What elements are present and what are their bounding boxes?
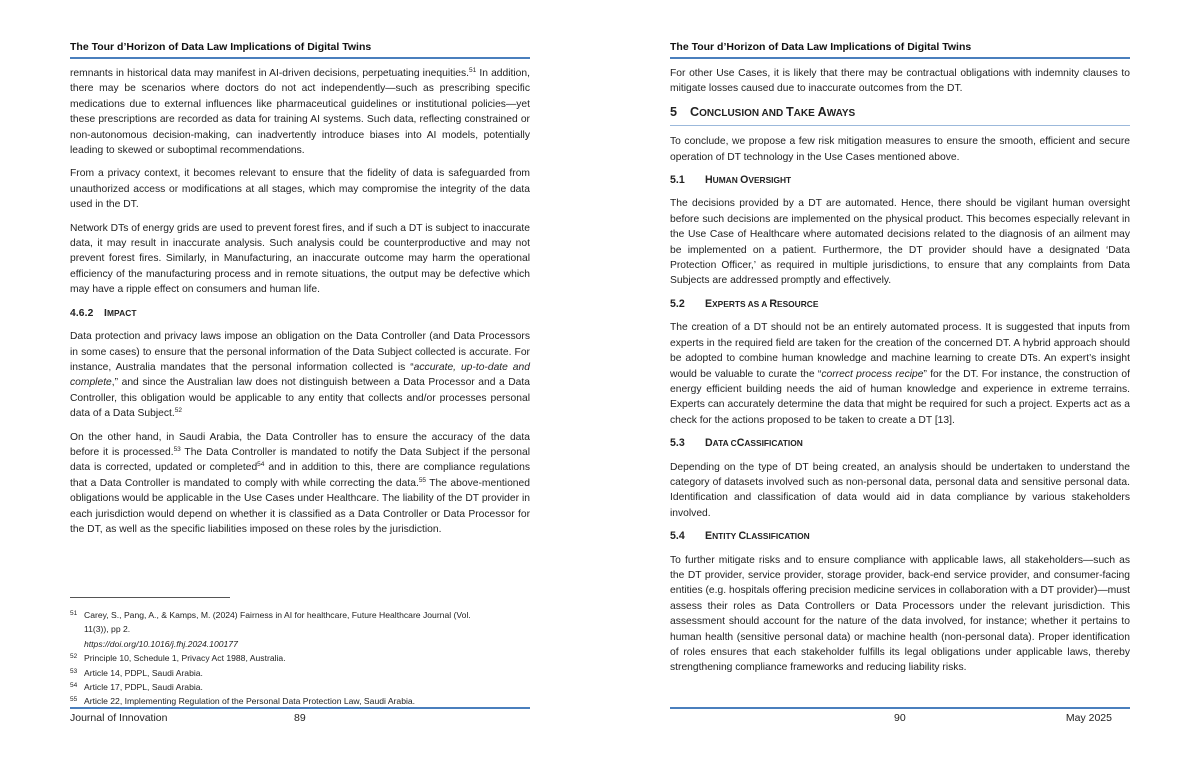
footnote-ref[interactable]: 53 (173, 445, 181, 453)
issue-date: May 2025 (1065, 712, 1112, 724)
paragraph: For other Use Cases, it is likely that there may be contractual obligations with indemnity clauses to mitigate losses caused due to inaccurate outcomes from the DT. (670, 68, 1130, 95)
footnote-ref[interactable]: 52 (174, 407, 182, 415)
paragraph: The decisions provided by a DT are automated. Hence, there should be vigilant human oversight before such decisions are implemented on the physical product. This becomes especially relevant in the Use Case of Healthcare where automated decisions related to the diagnosis of an ailment may be implemented on a patient. Furthermore, the DT provider should have a designated ‘Data Protection Officer,’ as required in multiple jurisdictions, to ensure that any complaints from Data Subjects are addressed promptly and effectively. (670, 198, 1130, 287)
doi-link[interactable]: https://doi.org/10.1016/j.fhj.2024.100177 (84, 638, 238, 649)
subsection-heading: 5.2 EXPERTS AS A RESOURCE (670, 297, 819, 310)
footnote: 55 Article 22, Implementing Regulation of the Personal Data Protection Law, Saudi Arabia. (70, 696, 416, 707)
header-rule (70, 57, 530, 59)
right-page (670, 0, 1130, 776)
paragraph: From a privacy context, it becomes relevant to ensure that the fidelity of data is safeguarded from unauthorized access or modifications at all stages, which may compromise the integrity of the data used in the DT. (70, 168, 530, 211)
footnote: 53 Article 14, PDPL, Saudi Arabia. (70, 667, 203, 678)
subsection-heading: 5.4 ENTITY CLASSIFICATION (670, 530, 810, 543)
paragraph: Data protection and privacy laws impose an obligation on the Data Controller (and Data Processors in some cases) to ensure that the personal information of the Data Subject collected is accurate. For instance, Australia mandates that the personal information collected is “accurate, up-to-date and complete,” and since the Australian law does not distinguish between a Data Processor and a Data Controller, this obligation would be applicable to any entity that collects and/or processes personal data of a Data Subject.$^{52}$ (70, 331, 530, 420)
journal-name: Journal of Innovation (70, 712, 168, 724)
paragraph: To further mitigate risks and to ensure compliance with applicable laws, all stakeholders—such as the DT provider, service provider, storage provider, back-end service provider, and consumer-facing entities (e.g. hospitals offering precision medicine services in collaboration with a DT provider)—must assess their roles as Data Controllers or Data Processors under the relevant jurisdiction. This assessment should account for the nature of the data involved, for instance; whether it pertains to human health (sensitive personal data) or machine health (non-personal data). Proper identification of roles ensures that each stakeholder fulfills its legal obligations under applicable laws, thereby strengthening compliance frameworks and reducing liability risks. (670, 554, 1130, 674)
page-number: 90 (894, 712, 906, 724)
subsection-heading: 5.3 DATA CCASSIFICATION (670, 437, 803, 450)
footnotes (70, 608, 530, 709)
page-number: 89 (294, 712, 306, 724)
footer-rule (670, 707, 1130, 709)
running-head: The Tour d’Horizon of Data Law Implications of Digital Twins (670, 41, 972, 53)
running-head: The Tour d’Horizon of Data Law Implications of Digital Twins (70, 41, 372, 53)
section-rule (670, 125, 1130, 126)
footnote: 54 Article 17, PDPL, Saudi Arabia. (70, 682, 203, 693)
footnote: 52 Principle 10, Schedule 1, Privacy Act 1988, Australia. (70, 653, 286, 664)
paragraph: On the other hand, in Saudi Arabia, the Data Controller has to ensure the accuracy of the data before it is processed.$^{53}$ The Data Controller is mandated to notify the Data Subject if the personal data is corrected, updated or completed$^{54}$ and in addition to this, there are compliance regulations that a Data Controller is mandated to comply with while correcting the data.$^{55}$ The above-mentioned obligations would be applicable in the Use Cases under Healthcare. The liability of the DT provider in each jurisdiction would depend on whether it is classified as a Data Controller or Data Processor for the DT, as well as the specific liabilities imposed on these roles by the jurisdiction. (70, 431, 530, 535)
footnote-rule (70, 597, 230, 598)
footnote: 51 Carey, S., Pang, A., & Kamps, M. (2024) Fairness in AI for healthcare, Future Healthcare Journal (Vol. 11(3)), pp 2. https://doi.org/10.1016/j.fhj.2024.100177 (70, 608, 530, 651)
subsection-heading: 4.6.2 IMPACT (70, 307, 137, 319)
subsection-heading: 5.1 HUMAN OVERSIGHT (670, 174, 792, 187)
section-heading: 5 CONCLUSION AND TAKE AWAYS (670, 104, 856, 119)
paragraph: Depending on the type of DT being created, an analysis should be undertaken to understand the category of datasets involved such as non-personal data, personal data and sensitive personal data. Identification and classification of data would aid in data compliance by various stakeholders involved. (670, 461, 1130, 519)
right-body (670, 66, 1130, 684)
left-page (70, 0, 530, 776)
header-rule (670, 57, 1130, 59)
footer-rule (70, 707, 530, 709)
paragraph: remnants in historical data may manifest in AI-driven decisions, perpetuating inequities.$^{51}$ In addition, there may be scenarios where doctors do not act independently—such as prescribing specific medications due to external influences like pharmaceutical guidelines or institutional policies—yet these prescriptions are recorded as data for training AI systems. Such data, reflecting constrained or non-autonomous decision-making, can inadvertently introduce biases into AI models, potentially leading to skewed or suboptimal recommendations. (70, 67, 530, 157)
paragraph: To conclude, we propose a few risk mitigation measures to ensure the smooth, efficient and secure operation of DT technology in the Use Cases mentioned above. (670, 136, 1130, 163)
paragraph: Network DTs of energy grids are used to prevent forest fires, and if such a DT is subject to inaccurate data, it may result in inaccurate analysis. Such analysis could be counterproductive and may not prevent forest fires. Similarly, in Manufacturing, an inaccurate outcome may harm the operational efficiency of the manufacturing process and in remote situations, the output may be defective which may have a ripple effect on consumers and human life. (70, 222, 530, 296)
footnote-ref[interactable]: 54 (257, 461, 265, 469)
paragraph: The creation of a DT should not be an entirely automated process. It is suggested that inputs from experts in the required field are taken for the creation of the concerned DT. A hybrid approach should be adopted to combine human knowledge and machine learning to create DTs. An expert’s insight would be valuable to curate the “correct process recipe” for the DT. For instance, the construction of energy efficient building needs the aid of human knowledge and experience in extreme terrains. Experts can accurately determine the data that might be required for such a project. Experts act as a check for the actions proposed to be taken to create a DT [13]. (670, 322, 1131, 426)
footnote-ref[interactable]: 51 (469, 67, 477, 74)
footnote-ref[interactable]: 55 (418, 476, 427, 484)
left-body (70, 66, 530, 545)
